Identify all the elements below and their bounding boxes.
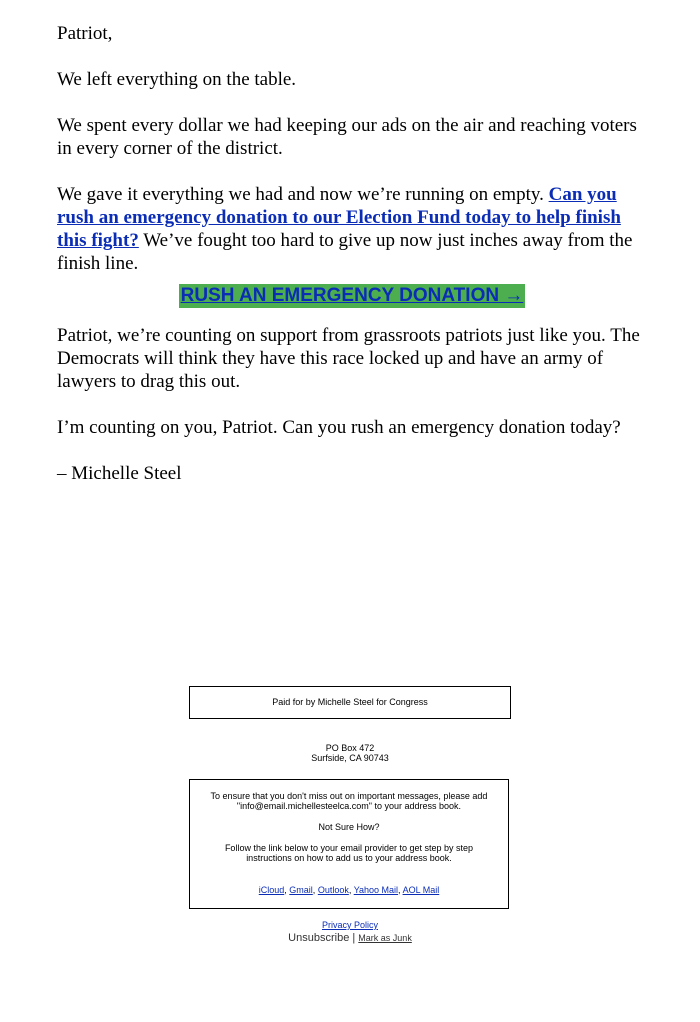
provider-link-gmail[interactable]: Gmail — [289, 885, 313, 895]
unsubscribe-link[interactable]: Unsubscribe — [288, 932, 350, 944]
privacy-policy-link[interactable]: Privacy Policy — [321, 920, 378, 930]
address-line-2: Surfside, CA 90743 — [311, 753, 389, 763]
link-separator: | — [352, 932, 356, 944]
provider-link-aol-mail[interactable]: AOL Mail — [402, 885, 440, 895]
paragraph-left-everything: We left everything on the table. — [57, 69, 297, 90]
cta-container — [57, 284, 647, 308]
email-provider-links: iCloud, Gmail, Outlook, Yahoo Mail, AOL Mail — [258, 885, 440, 895]
paragraph-running-on-empty — [57, 183, 647, 275]
ensure-delivery-text: To ensure that you don't miss out on important messages, please add "info@email.michellesteelca.com" to your address book. — [210, 791, 488, 811]
paragraph-spent-every-dollar: We spent every dollar we had keeping our ads on the air and reaching voters in every corner of the district. — [57, 115, 637, 159]
signature: – Michelle Steel — [57, 463, 182, 484]
bottom-links — [0, 920, 700, 945]
mailing-address — [0, 743, 700, 763]
running-on-empty-text: We gave it everything we had and now we’re running on empty. — [57, 184, 544, 205]
follow-link-text: Follow the link below to your email provider to get step by step instructions on how to add us to your address book. — [224, 843, 474, 863]
address-book-info-box — [189, 779, 509, 909]
salutation: Patriot, — [57, 23, 113, 44]
provider-link-yahoo-mail[interactable]: Yahoo Mail — [353, 885, 399, 895]
mark-as-junk-link[interactable]: Mark as Junk — [358, 933, 412, 943]
paragraph-counting-on-you: I’m counting on you, Patriot. Can you rush an emergency donation today? — [57, 417, 621, 438]
paid-for-disclaimer: Paid for by Michelle Steel for Congress — [189, 686, 511, 719]
fought-too-hard-text: We’ve fought too hard to give up now just inches away from the finish line. — [57, 230, 633, 274]
not-sure-how-text: Not Sure How? — [318, 822, 380, 832]
address-line-1: PO Box 472 — [325, 743, 375, 753]
paragraph-grassroots-patriots: Patriot, we’re counting on support from grassroots patriots just like you. The Democrats will think they have this race locked up and have an army of lawyers to drag this out. — [57, 325, 640, 392]
unsubscribe-line — [0, 932, 700, 945]
rush-emergency-donation-button[interactable]: RUSH AN EMERGENCY DONATION → — [180, 285, 524, 306]
provider-link-outlook[interactable]: Outlook — [317, 885, 349, 895]
email-body — [57, 22, 647, 508]
provider-link-icloud[interactable]: iCloud — [258, 885, 285, 895]
election-fund-donation-link[interactable]: Can you rush an emergency donation to our Election Fund today to help finish this fight? — [57, 184, 621, 251]
